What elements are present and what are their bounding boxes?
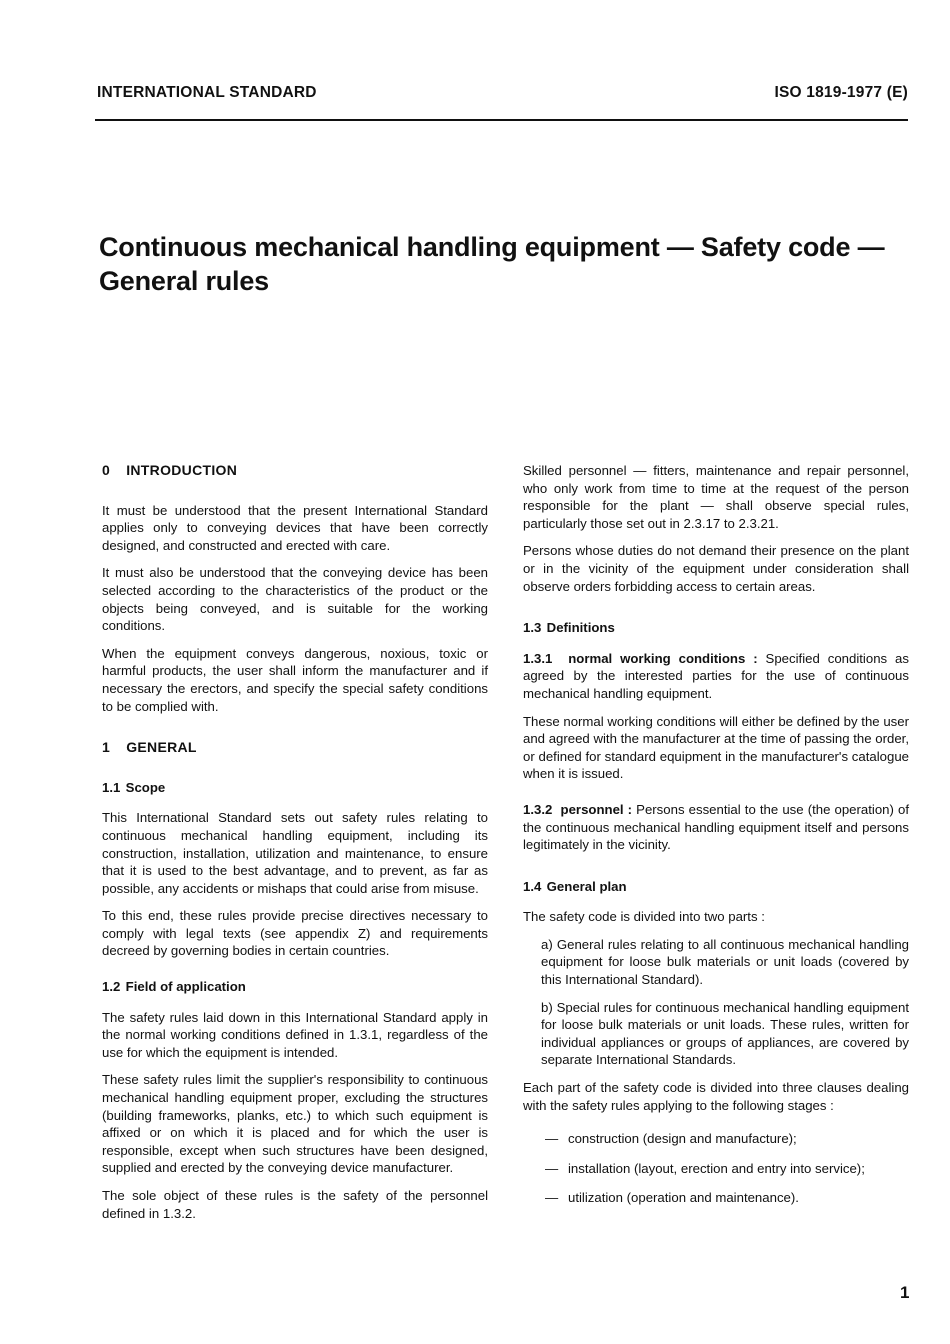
definition-personnel: 1.3.2 personnel : Persons essential to the use (the operation) of the continuous mechanical handling equipment itself and persons legitimately in the vicinity. — [523, 801, 909, 853]
subsection-heading-scope: 1.1 Scope — [102, 779, 166, 795]
plan-paragraph: The safety code is divided into two parts : — [523, 909, 765, 925]
subsection-heading-general-plan: 1.4 General plan — [523, 878, 627, 894]
section-heading-introduction: 0 INTRODUCTION — [102, 462, 238, 478]
plan-paragraph: Each part of the safety code is divided into three clauses dealing with the safety rules applying to the following stages : — [523, 1080, 909, 1113]
header-rule — [95, 119, 908, 121]
intro-paragraph: It must be understood that the present International Standard applies only to conveying devices that have been correctly designed, and constructed and erected with care. — [102, 502, 488, 553]
subsection-heading-field-of-application: 1.2 Field of application — [102, 979, 246, 995]
subsection-heading-definitions: 1.3 Definitions — [523, 620, 615, 636]
intro-paragraph: It must also be understood that the conveying device has been selected according to the characteristics of the product or the objects being conveyed, and is suitable for the working conditions. — [102, 565, 488, 634]
definition-paragraph: These normal working conditions will either be defined by the user and agreed with the manufacturer at the time of passing the order, or defined for standard equipment in the manufacturer's catalogue when it is issued. — [523, 713, 909, 782]
stage-list-item: — construction (design and manufacture); — [545, 1131, 797, 1147]
stage-list-item: — installation (layout, erection and entry into service); — [545, 1160, 865, 1176]
section-heading-general: 1 GENERAL — [102, 739, 197, 756]
header-document-id: ISO 1819-1977 (E) — [774, 84, 908, 101]
page-number: 1 — [900, 1283, 910, 1302]
definition-normal-working-conditions: 1.3.1 normal working conditions : Specified conditions as agreed by the interested parties for the use of continuous mechanical handling equipment. — [523, 650, 909, 701]
scope-paragraph: To this end, these rules provide precise directives necessary to comply with legal texts (see appendix Z) and requirements decreed by governing bodies in certain countries. — [102, 908, 488, 959]
personnel-paragraph: Skilled personnel — fitters, maintenance and repair personnel, who only work from time to time at the request of the person responsible for the plant — shall observe special rules, particularly those set out in 2.3.17 to 2.3.21. — [523, 463, 909, 531]
plan-item-b: b) Special rules for continuous mechanical handling equipment for loose bulk materials or unit loads. These rules, written for individual appliances or groups of appliances, are covered by separate International Standards. — [541, 999, 909, 1068]
personnel-paragraph: Persons whose duties do not demand their presence on the plant or in the vicinity of the equipment under consideration shall observe orders forbidding access to certain areas. — [523, 543, 909, 594]
title-line-2: General rules — [99, 266, 269, 296]
scope-paragraph: This International Standard sets out safety rules relating to continuous mechanical handling equipment, including its construction, installation, utilization and maintenance, to ensure that it is used to the best advantage, and to prevent, as far as possible, any accidents or mishaps that could arise from misuse. — [102, 810, 488, 896]
document-title — [99, 230, 919, 298]
header-standard-label: INTERNATIONAL STANDARD — [97, 84, 317, 101]
plan-item-a: a) General rules relating to all continuous mechanical handling equipment for loose bulk materials or unit loads (covered by this International Standard). — [541, 936, 909, 988]
intro-paragraph: When the equipment conveys dangerous, noxious, toxic or harmful products, the user shall inform the manufacturer and if necessary the erectors, and specify the special safety conditions to be complied with. — [102, 645, 488, 714]
field-paragraph: The safety rules laid down in this International Standard apply in the normal working conditions defined in 1.3.1, regardless of the use for which the equipment is intended. — [102, 1009, 488, 1060]
stage-list-item: — utilization (operation and maintenance). — [545, 1190, 799, 1206]
title-line-1: Continuous mechanical handling equipment — Safety code — — [99, 232, 885, 262]
field-paragraph: These safety rules limit the supplier's responsibility to continuous mechanical handling equipment proper, excluding the structures (building frameworks, planks, etc.) to which such equipment is affixed or on which it is placed and for which the user is responsible, except when such structures have been designed, supplied and erected by the conveying device manufacturer. — [102, 1072, 488, 1176]
right-column — [523, 462, 909, 1219]
left-column — [102, 462, 488, 1232]
field-paragraph: The sole object of these rules is the safety of the personnel defined in 1.3.2. — [102, 1188, 488, 1221]
